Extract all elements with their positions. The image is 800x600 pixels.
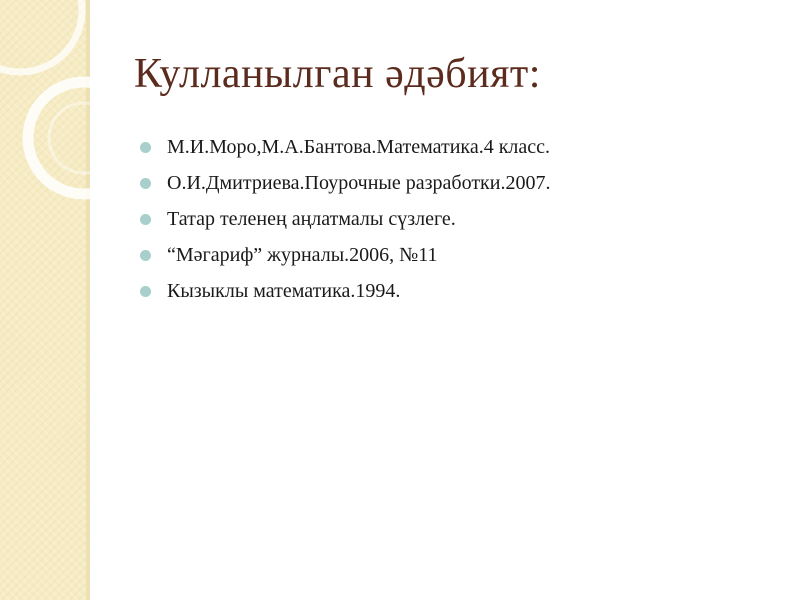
list-item [140,133,550,169]
list-item [140,277,550,313]
bullet-dot-icon [140,214,151,225]
bullet-dot-icon [140,178,151,189]
list-item-text: Кызыклы математика.1994. [167,280,401,302]
decorative-rings [0,0,150,240]
bullet-dot-icon [140,142,151,153]
list-item-text: О.И.Дмитриева.Поурочные разработки.2007. [167,172,551,194]
list-item [140,205,550,241]
list-item [140,241,550,277]
decorative-ring-middle [28,82,140,194]
decorative-ring-top [0,0,82,72]
bullet-dot-icon [140,286,151,297]
list-item-text: “Мәгариф” журналы.2006, №11 [167,244,438,266]
list-item-text: Татар теленең аңлатмалы сүзлеге. [167,208,456,230]
list-item-text: М.И.Моро,М.А.Бантова.Математика.4 класс. [167,136,551,158]
bullet-dot-icon [140,250,151,261]
decorative-ring-inner [49,103,119,173]
slide-title: Кулланылган әдәбият: [134,51,541,97]
reference-list [140,133,550,313]
list-item [140,169,550,205]
